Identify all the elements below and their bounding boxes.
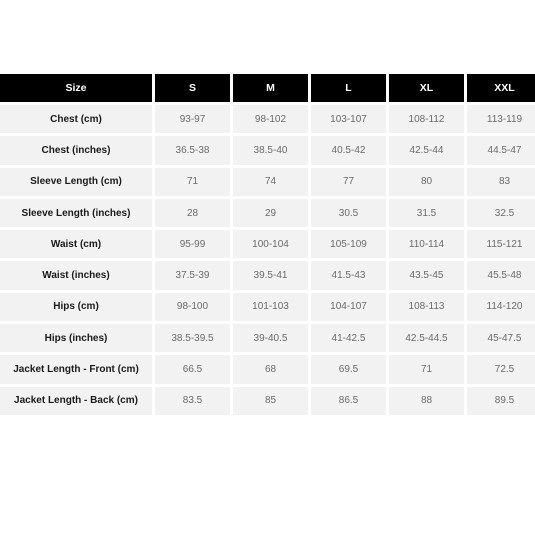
table-row (0, 105, 535, 133)
table-cell: 31.5 (389, 199, 464, 227)
row-label: Chest (inches) (0, 136, 152, 164)
table-cell: 71 (155, 168, 230, 196)
table-cell: 83.5 (155, 387, 230, 415)
table-cell: 42.5-44 (389, 136, 464, 164)
table-cell: 88 (389, 387, 464, 415)
table-cell: 100-104 (233, 230, 308, 258)
header-cell-s: S (155, 74, 230, 102)
table-cell: 41-42.5 (311, 324, 386, 352)
row-label: Hips (cm) (0, 293, 152, 321)
table-cell: 41.5-43 (311, 261, 386, 289)
table-cell: 115-121 (467, 230, 535, 258)
table-cell: 29 (233, 199, 308, 227)
table-cell: 30.5 (311, 199, 386, 227)
size-chart-table (0, 71, 535, 418)
table-cell: 105-109 (311, 230, 386, 258)
table-cell: 36.5-38 (155, 136, 230, 164)
table-row (0, 199, 535, 227)
header-cell-l: L (311, 74, 386, 102)
table-row (0, 293, 535, 321)
table-cell: 44.5-47 (467, 136, 535, 164)
table-cell: 85 (233, 387, 308, 415)
row-label: Jacket Length - Back (cm) (0, 387, 152, 415)
table-cell: 45-47.5 (467, 324, 535, 352)
row-label: Waist (cm) (0, 230, 152, 258)
table-row (0, 261, 535, 289)
table-cell: 69.5 (311, 355, 386, 383)
table-cell: 77 (311, 168, 386, 196)
table-cell: 32.5 (467, 199, 535, 227)
header-cell-m: M (233, 74, 308, 102)
table-cell: 98-102 (233, 105, 308, 133)
table-cell: 71 (389, 355, 464, 383)
table-cell: 74 (233, 168, 308, 196)
table-cell: 93-97 (155, 105, 230, 133)
table-cell: 83 (467, 168, 535, 196)
table-cell: 103-107 (311, 105, 386, 133)
table-cell: 110-114 (389, 230, 464, 258)
row-label: Jacket Length - Front (cm) (0, 355, 152, 383)
table-cell: 108-112 (389, 105, 464, 133)
table-row (0, 168, 535, 196)
table-cell: 95-99 (155, 230, 230, 258)
header-cell-xxl: XXL (467, 74, 535, 102)
row-label: Waist (inches) (0, 261, 152, 289)
header-cell-xl: XL (389, 74, 464, 102)
table-cell: 113-119 (467, 105, 535, 133)
table-cell: 37.5-39 (155, 261, 230, 289)
table-cell: 68 (233, 355, 308, 383)
table-cell: 86.5 (311, 387, 386, 415)
table-cell: 40.5-42 (311, 136, 386, 164)
table-row (0, 355, 535, 383)
row-label: Chest (cm) (0, 105, 152, 133)
table-cell: 43.5-45 (389, 261, 464, 289)
table-cell: 28 (155, 199, 230, 227)
table-cell: 114-120 (467, 293, 535, 321)
row-label: Hips (inches) (0, 324, 152, 352)
table-row (0, 136, 535, 164)
table-cell: 89.5 (467, 387, 535, 415)
table-row (0, 230, 535, 258)
table-cell: 66.5 (155, 355, 230, 383)
table-row (0, 387, 535, 415)
row-label: Sleeve Length (cm) (0, 168, 152, 196)
table-cell: 80 (389, 168, 464, 196)
table-cell: 101-103 (233, 293, 308, 321)
header-row (0, 74, 535, 102)
table-cell: 104-107 (311, 293, 386, 321)
table-cell: 39-40.5 (233, 324, 308, 352)
header-cell-size: Size (0, 74, 152, 102)
table-cell: 39.5-41 (233, 261, 308, 289)
table-cell: 98-100 (155, 293, 230, 321)
row-label: Sleeve Length (inches) (0, 199, 152, 227)
table-cell: 72.5 (467, 355, 535, 383)
table-row (0, 324, 535, 352)
table-cell: 45.5-48 (467, 261, 535, 289)
table-cell: 38.5-39.5 (155, 324, 230, 352)
table-cell: 108-113 (389, 293, 464, 321)
table-cell: 42.5-44.5 (389, 324, 464, 352)
table-cell: 38.5-40 (233, 136, 308, 164)
